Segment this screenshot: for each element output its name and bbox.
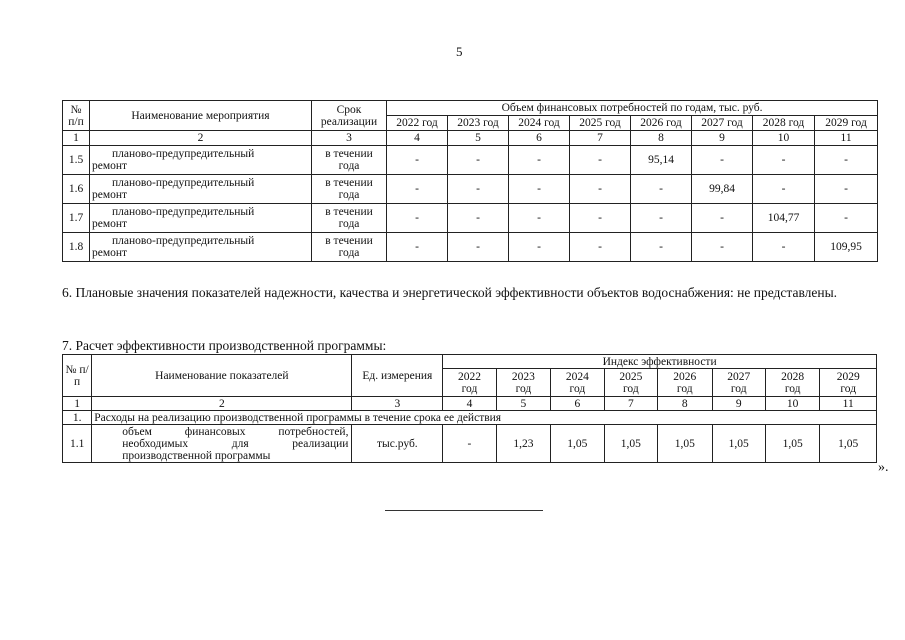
header-year: 2025 год (570, 116, 631, 131)
table-row (63, 175, 878, 204)
term-cell (312, 204, 387, 233)
column-number: 1 (63, 131, 90, 146)
value-cell: - (509, 233, 570, 262)
value-cell: - (815, 175, 878, 204)
value-cell: - (387, 204, 448, 233)
value-cell: 1,05 (604, 425, 657, 463)
header-year: 2022 год (387, 116, 448, 131)
row-number: 1.8 (63, 233, 90, 262)
column-number: 7 (604, 397, 657, 411)
event-name-line: планово-предупредительный (112, 177, 255, 189)
row-number: 1.5 (63, 146, 90, 175)
footer-divider (385, 510, 543, 511)
table-row (63, 425, 877, 463)
header-name: Наименование мероприятия (90, 101, 312, 131)
term-line: в течении (325, 177, 373, 189)
column-number: 9 (712, 397, 765, 411)
value-cell: 1,05 (765, 425, 819, 463)
value-cell: 1,05 (551, 425, 604, 463)
term-line: в течении (325, 206, 373, 218)
header-year: 2027 год (692, 116, 753, 131)
value-cell: - (570, 175, 631, 204)
term-line: года (338, 189, 360, 201)
table-row (63, 233, 878, 262)
value-cell: - (692, 233, 753, 262)
section-title: Расходы на реализацию производственной программы в течение срока ее действия (92, 411, 877, 425)
row-number: 1.7 (63, 204, 90, 233)
value-cell: - (448, 233, 509, 262)
column-number: 4 (387, 131, 448, 146)
event-name-line: ремонт (92, 247, 128, 259)
header-year: 2026 год (658, 369, 712, 397)
header-year: 2024 год (509, 116, 570, 131)
section-row (63, 411, 877, 425)
column-number: 8 (631, 131, 692, 146)
term-line: в течении (325, 235, 373, 247)
header-unit: Ед. измерения (352, 355, 443, 397)
value-cell: - (448, 146, 509, 175)
value-cell: 1,05 (820, 425, 877, 463)
header-term: Срок реализации (312, 101, 387, 131)
value-cell: - (570, 204, 631, 233)
header-year: 2026 год (631, 116, 692, 131)
header-index: Индекс эффективности (443, 355, 877, 369)
column-numbers-row (63, 131, 878, 146)
financial-needs-table (62, 100, 878, 262)
column-number: 2 (92, 397, 352, 411)
header-year: 2028 год (765, 369, 819, 397)
value-cell: - (631, 204, 692, 233)
column-number: 5 (496, 397, 550, 411)
column-number: 5 (448, 131, 509, 146)
term-line: года (338, 160, 360, 172)
column-number: 7 (570, 131, 631, 146)
table-row (63, 204, 878, 233)
value-cell: - (448, 175, 509, 204)
event-name-line: ремонт (92, 160, 128, 172)
column-numbers-row (63, 397, 877, 411)
column-number: 4 (443, 397, 496, 411)
header-year: 2025 год (604, 369, 657, 397)
event-name-cell (90, 204, 312, 233)
value-cell: 104,77 (753, 204, 815, 233)
table-row (63, 146, 878, 175)
row-number: 1.6 (63, 175, 90, 204)
value-cell: - (753, 175, 815, 204)
header-year: 2022 год (443, 369, 496, 397)
header-year: 2029 год (815, 116, 878, 131)
column-number: 6 (509, 131, 570, 146)
event-name-line: ремонт (92, 189, 128, 201)
term-line: года (338, 247, 360, 259)
column-number: 8 (658, 397, 712, 411)
value-cell: - (387, 233, 448, 262)
value-cell: - (570, 146, 631, 175)
value-cell: 1,23 (496, 425, 550, 463)
paragraph-7: 7. Расчет эффективности производственной программы: (62, 338, 387, 353)
value-cell: - (387, 146, 448, 175)
column-number: 9 (692, 131, 753, 146)
column-number: 6 (551, 397, 604, 411)
indicator-name: объем финансовых потребностей, необходимых для реализации производственной программы (92, 425, 352, 463)
column-number: 3 (312, 131, 387, 146)
value-cell: - (448, 204, 509, 233)
term-line: в течении (325, 148, 373, 160)
value-cell: 1,05 (712, 425, 765, 463)
value-cell: - (631, 175, 692, 204)
event-name-line: планово-предупредительный (112, 206, 255, 218)
value-cell: - (753, 233, 815, 262)
value-cell: - (570, 233, 631, 262)
value-cell: 109,95 (815, 233, 878, 262)
value-cell: - (692, 204, 753, 233)
term-cell (312, 233, 387, 262)
column-number: 2 (90, 131, 312, 146)
value-cell: 99,84 (692, 175, 753, 204)
header-name: Наименование показателей (92, 355, 352, 397)
efficiency-table (62, 354, 877, 463)
value-cell: - (815, 146, 878, 175)
row-number: 1.1 (63, 425, 92, 463)
column-number: 11 (815, 131, 878, 146)
header-year: 2023 год (448, 116, 509, 131)
value-cell: - (509, 146, 570, 175)
column-number: 3 (352, 397, 443, 411)
term-cell (312, 175, 387, 204)
value-cell: - (631, 233, 692, 262)
column-number: 1 (63, 397, 92, 411)
header-year: 2028 год (753, 116, 815, 131)
value-cell: - (443, 425, 496, 463)
value-cell: - (753, 146, 815, 175)
value-cell: - (387, 175, 448, 204)
header-num: № п/п (63, 101, 90, 131)
event-name-line: планово-предупредительный (112, 148, 255, 160)
value-cell: 1,05 (658, 425, 712, 463)
event-name-line: планово-предупредительный (112, 235, 255, 247)
header-year: 2024 год (551, 369, 604, 397)
event-name-cell (90, 175, 312, 204)
page-number: 5 (456, 44, 463, 59)
value-cell: - (509, 204, 570, 233)
header-year: 2029 год (820, 369, 877, 397)
section-number: 1. (63, 411, 92, 425)
value-cell: - (815, 204, 878, 233)
event-name-cell (90, 233, 312, 262)
closing-quote: ». (878, 460, 889, 475)
header-volume: Объем финансовых потребностей по годам, тыс. руб. (387, 101, 878, 116)
header-num: № п/п (63, 355, 92, 397)
column-number: 11 (820, 397, 877, 411)
event-name-cell (90, 146, 312, 175)
table-header-row (63, 355, 877, 369)
paragraph-6: 6. Плановые значения показателей надежности, качества и энергетической эффективности объектов водоснабжения: не представлены. (62, 285, 838, 300)
column-number: 10 (753, 131, 815, 146)
unit-cell: тыс.руб. (352, 425, 443, 463)
value-cell: 95,14 (631, 146, 692, 175)
table-header-row (63, 101, 878, 116)
column-number: 10 (765, 397, 819, 411)
term-cell (312, 146, 387, 175)
header-year: 2023 год (496, 369, 550, 397)
value-cell: - (692, 146, 753, 175)
header-year: 2027 год (712, 369, 765, 397)
term-line: года (338, 218, 360, 230)
value-cell: - (509, 175, 570, 204)
event-name-line: ремонт (92, 218, 128, 230)
